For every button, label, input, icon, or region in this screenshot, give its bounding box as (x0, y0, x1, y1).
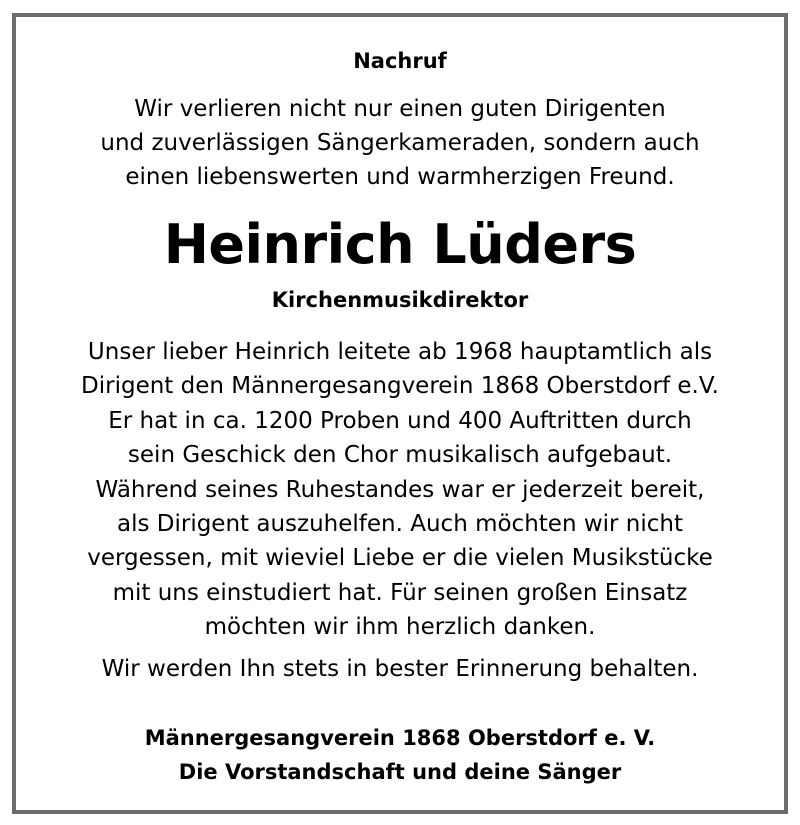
tribute-line: Unser lieber Heinrich leitete ab 1968 hauptamtlich als (87, 339, 713, 365)
intro-line: einen liebenswerten und warmherzigen Freund. (125, 164, 675, 190)
obituary-notice (12, 13, 788, 814)
tribute-line: als Dirigent auszuhelfen. Auch möchten wir nicht (116, 511, 684, 538)
tribute-paragraph (16, 335, 784, 645)
closing-line: Wir werden Ihn stets in bester Erinnerung behalten. (101, 656, 699, 682)
deceased-title: Kirchenmusikdirektor (271, 288, 529, 312)
tribute-line: möchten wir ihm herzlich danken. (204, 614, 596, 641)
notice-content (16, 17, 784, 810)
notice-heading: Nachruf (353, 49, 447, 73)
intro-line: Wir verlieren nicht nur einen guten Dirigenten (134, 96, 666, 122)
signature-line: Männergesangverein 1868 Oberstdorf e. V. (144, 726, 656, 750)
tribute-line: Er hat in ca. 1200 Proben und 400 Auftritten durch (108, 407, 692, 434)
intro-line: und zuverlässigen Sängerkameraden, sondern auch (100, 130, 700, 156)
tribute-line: Dirigent den Männergesangverein 1868 Oberstdorf e.V. (81, 373, 719, 400)
tribute-line: mit uns einstudiert hat. Für seinen großen Einsatz (112, 579, 688, 606)
signature-line: Die Vorstandschaft und deine Sänger (178, 760, 622, 784)
tribute-line: sein Geschick den Chor musikalisch aufgebaut. (127, 442, 673, 469)
intro-paragraph (16, 92, 784, 194)
signature-block (16, 721, 784, 789)
tribute-line: Während seines Ruhestandes war er jederzeit bereit, (95, 476, 705, 503)
tribute-line: vergessen, mit wieviel Liebe er die vielen Musikstücke (87, 545, 713, 572)
deceased-name: Heinrich Lüders (163, 213, 637, 276)
